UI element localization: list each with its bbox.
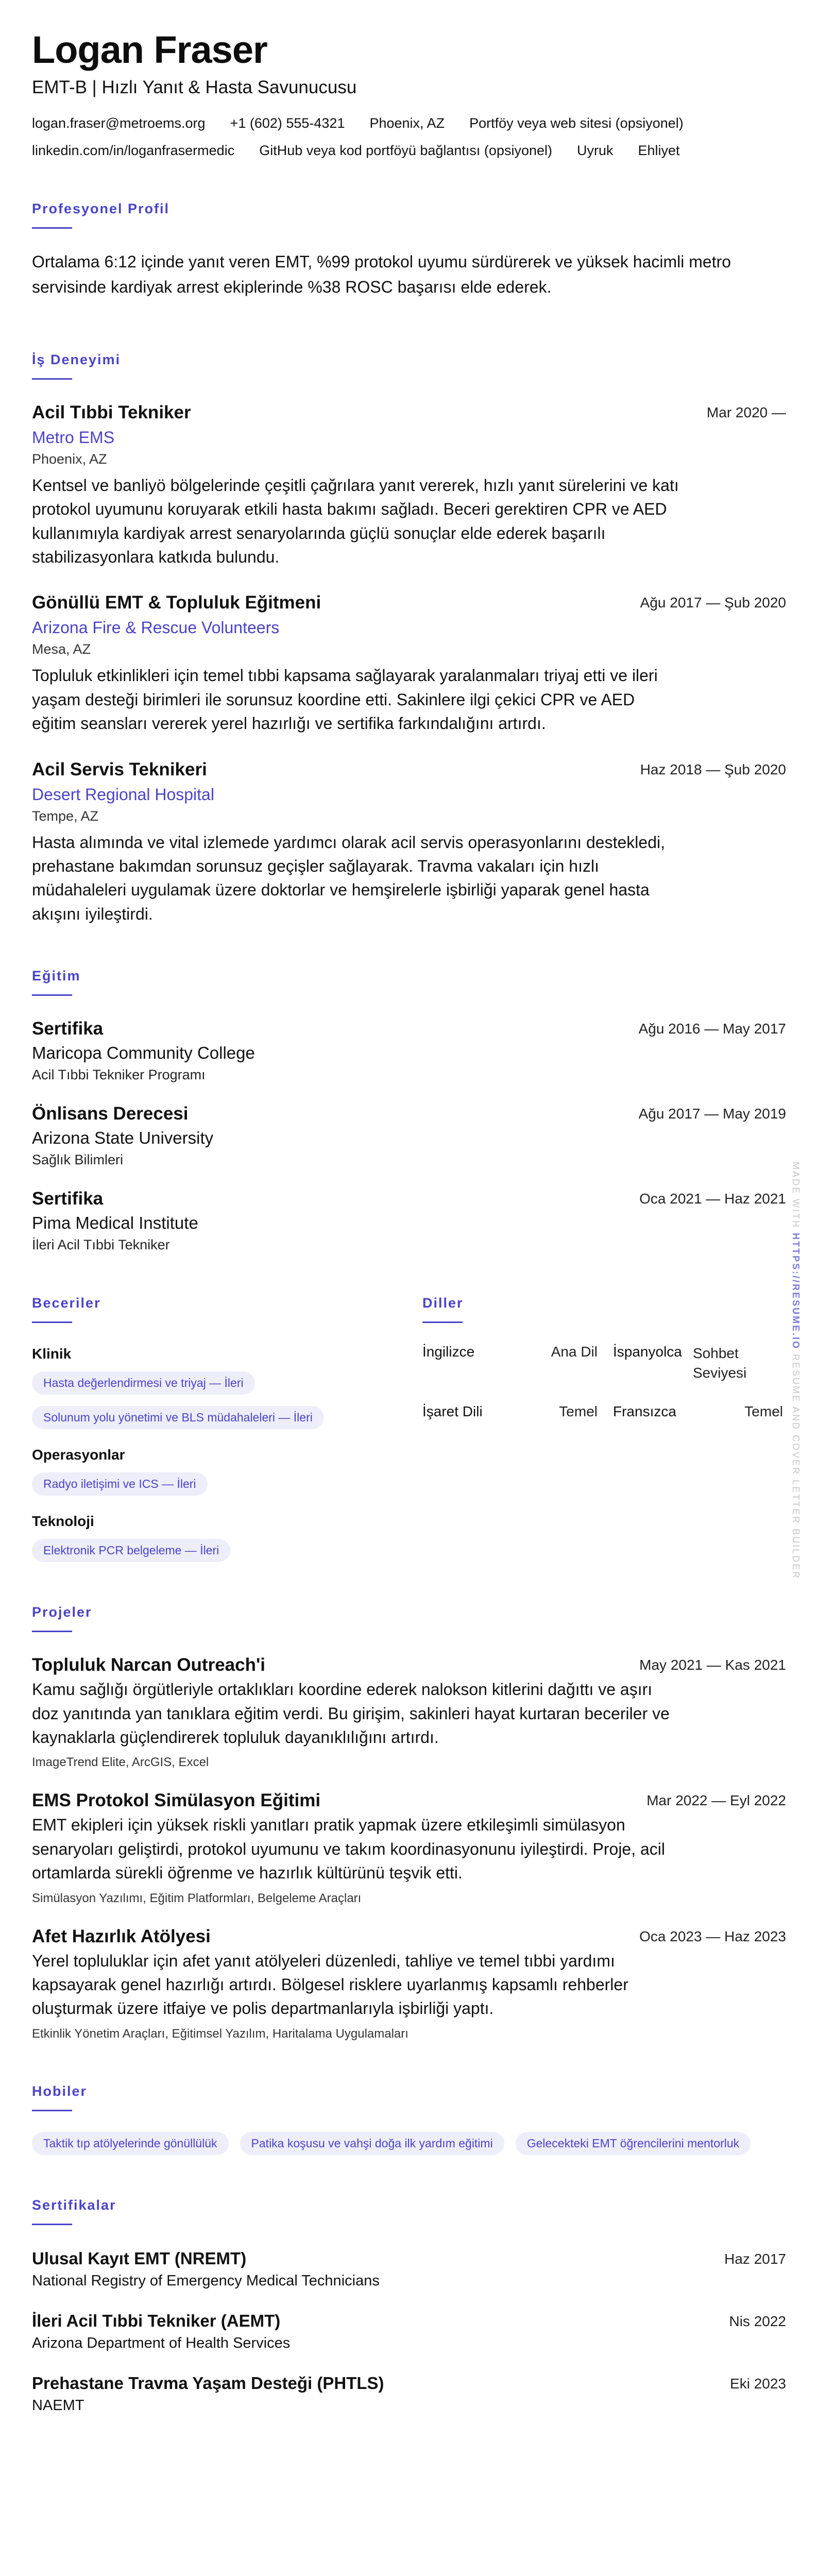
experience-entry: [32, 402, 786, 569]
experience-entry: [32, 759, 786, 926]
skill-category: Teknoloji: [32, 1513, 94, 1530]
project-title: EMS Protokol Simülasyon Eğitimi: [32, 1790, 321, 1811]
project-entry: [32, 1926, 786, 2041]
resume-header: [32, 30, 786, 159]
hobbies-section: [32, 2083, 786, 2155]
language-level: Ana Dil: [551, 1344, 598, 1360]
language-level: Temel: [744, 1403, 783, 1419]
skill-chip: Radyo iletişimi ve ICS — İleri: [32, 1472, 208, 1496]
degree-title: Sertifika: [32, 1189, 104, 1209]
education-date: Ağu 2017 — May 2019: [638, 1106, 786, 1122]
certification-issuer: NAEMT: [32, 2397, 84, 2414]
field-of-study: Sağlık Bilimleri: [32, 1152, 124, 1168]
school-name: Maricopa Community College: [32, 1043, 255, 1063]
job-description: Hasta alımında ve vital izlemede yardımcı olarak acil servis operasyonlarını destekledi, prehastane bakımdan sorunsuz geçişler sağlayarak. Travma vakaları için hızlı müdahaleleri uygulamak üzere doktorlar ve hemşirelerle işbirliği yaparak genel hasta akışını iyileştirdi.: [32, 833, 665, 923]
certification-name: İleri Acil Tıbbi Tekniker (AEMT): [32, 2311, 281, 2330]
project-description: EMT ekipleri için yüksek riskli yanıtları pratik yapmak üzere etkileşimli simülasyon senaryoları geliştirdi, protokol uyumunu ve takım koordinasyonunu iyileştirdi. Proje, acil ortamlarda sürekli öğrenme ve hazırlık kültürünü teşvik etti.: [32, 1816, 666, 1883]
contact-github[interactable]: GitHub veya kod portföyü bağlantısı (opsiyonel): [259, 142, 552, 158]
job-title: Acil Servis Teknikeri: [32, 759, 207, 779]
section-title: Beceriler: [32, 1295, 101, 1311]
projects-section: [32, 1604, 786, 2041]
section-divider: [32, 2224, 72, 2225]
project-date: Mar 2022 — Eyl 2022: [646, 1792, 786, 1809]
skill-group: [32, 1513, 422, 1562]
skill-category: Operasyonlar: [32, 1447, 125, 1463]
section-divider: [32, 1321, 72, 1323]
education-entry: [32, 1189, 786, 1253]
certification-issuer: National Registry of Emergency Medical Technicians: [32, 2272, 380, 2289]
certification-issuer: Arizona Department of Health Services: [32, 2334, 291, 2351]
school-name: Pima Medical Institute: [32, 1213, 198, 1233]
experience-entry: [32, 592, 786, 735]
section-divider: [32, 1631, 72, 1632]
languages-section: [422, 1295, 783, 1562]
language-level: Temel: [559, 1403, 598, 1419]
job-date: Ağu 2017 — Şub 2020: [640, 595, 786, 611]
contact-location: Phoenix, AZ: [369, 115, 445, 131]
job-title: Gönüllü EMT & Topluluk Eğitmeni: [32, 592, 321, 613]
section-title: İş Deneyimi: [32, 351, 121, 367]
candidate-headline: EMT-B | Hızlı Yanıt & Hasta Savunucusu: [32, 77, 357, 97]
watermark-prefix: MADE WITH: [791, 1162, 801, 1233]
language-name: İşaret Dili: [422, 1403, 483, 1419]
employer-name: Desert Regional Hospital: [32, 785, 214, 804]
language-name: İspanyolca: [613, 1344, 682, 1360]
skill-chip: Hasta değerlendirmesi ve triyaj — İleri: [32, 1371, 255, 1395]
degree-title: Önlisans Derecesi: [32, 1104, 189, 1124]
employer-name: Arizona Fire & Rescue Volunteers: [32, 618, 280, 637]
project-technologies: Simülasyon Yazılımı, Eğitim Platformları, Belgeleme Araçları: [32, 1891, 362, 1905]
languages-grid: [422, 1344, 783, 1420]
skill-chip: Solunum yolu yönetimi ve BLS müdahaleleri — İleri: [32, 1406, 324, 1429]
job-title: Acil Tıbbi Tekniker: [32, 402, 191, 422]
project-description: Kamu sağlığı örgütleriyle ortaklıkları koordine ederek nalokson kitlerini dağıttı ve aşırı doz yanıtında yan tanıklara eğitim verdi. Bu girişim, sakinleri hayat kurtaran beceriler ve kaynaklarla güçlendirerek topluluk dayanıklılığını artırdı.: [32, 1680, 670, 1747]
certifications-section: [32, 2197, 786, 2414]
skills-languages-row: [32, 1295, 786, 1562]
job-location: Tempe, AZ: [32, 808, 99, 824]
skill-category: Klinik: [32, 1346, 72, 1362]
section-title: Eğitim: [32, 968, 81, 984]
section-title: Projeler: [32, 1604, 92, 1620]
watermark-text: [790, 1162, 801, 1580]
hobby-chips: [32, 2132, 786, 2155]
skills-section: [32, 1295, 422, 1562]
contact-phone[interactable]: +1 (602) 555-4321: [230, 115, 345, 131]
watermark-suffix: RESUME AND COVER LETTER BUILDER: [791, 1350, 801, 1580]
certification-date: Eki 2023: [730, 2375, 786, 2392]
language-name: Fransızca: [613, 1403, 676, 1419]
profile-section: [32, 201, 786, 300]
project-date: Oca 2023 — Haz 2023: [639, 1928, 786, 1944]
certification-name: Prehastane Travma Yaşam Desteği (PHTLS): [32, 2373, 384, 2393]
contact-nationality: Uyruk: [577, 142, 614, 158]
school-name: Arizona State University: [32, 1128, 214, 1148]
project-title: Topluluk Narcan Outreach'i: [32, 1655, 266, 1675]
language-level: Sohbet Seviyesi: [693, 1345, 747, 1381]
education-date: Ağu 2016 — May 2017: [638, 1021, 786, 1037]
certification-entry: [32, 2249, 786, 2290]
skill-chip: Elektronik PCR belgeleme — İleri: [32, 1539, 230, 1562]
project-title: Afet Hazırlık Atölyesi: [32, 1926, 211, 1946]
section-divider: [32, 227, 72, 229]
job-location: Phoenix, AZ: [32, 451, 107, 467]
section-title: Sertifikalar: [32, 2197, 116, 2213]
contact-email[interactable]: logan.fraser@metroems.org: [32, 115, 206, 131]
project-technologies: Etkinlik Yönetim Araçları, Eğitimsel Yazılım, Haritalama Uygulamaları: [32, 2026, 408, 2041]
education-date: Oca 2021 — Haz 2021: [639, 1191, 786, 1207]
watermark-link[interactable]: HTTPS://RESUME.IO: [791, 1233, 801, 1350]
language-name: İngilizce: [422, 1344, 475, 1360]
hobby-chip: Gelecekteki EMT öğrencilerini mentorluk: [516, 2132, 751, 2155]
project-date: May 2021 — Kas 2021: [639, 1657, 786, 1673]
field-of-study: Acil Tıbbi Tekniker Programı: [32, 1067, 206, 1083]
job-location: Mesa, AZ: [32, 641, 91, 657]
education-entry: [32, 1019, 786, 1083]
contact-linkedin[interactable]: linkedin.com/in/loganfrasermedic: [32, 142, 235, 158]
employer-name: Metro EMS: [32, 428, 115, 447]
certification-entry: [32, 2311, 786, 2352]
project-technologies: ImageTrend Elite, ArcGIS, Excel: [32, 1755, 209, 1770]
project-entry: [32, 1790, 786, 1905]
contact-license: Ehliyet: [638, 142, 680, 158]
project-description: Yerel topluluklar için afet yanıt atölyeleri düzenledi, tahliye ve temel tıbbi yardımı kapsayarak genel hazırlığı artırdı. Bölgesel risklere uyarlanmış kapsamlı rehberler oluşturmak üzere itfaiye ve polis departmanlarıyla işbirliği yaptı.: [32, 1951, 628, 2018]
experience-section: [32, 352, 786, 926]
field-of-study: İleri Acil Tıbbi Tekniker: [32, 1237, 170, 1253]
job-date: Haz 2018 — Şub 2020: [640, 761, 786, 777]
candidate-name: Logan Fraser: [32, 28, 267, 71]
education-section: [32, 968, 786, 1253]
certification-entry: [32, 2374, 786, 2414]
section-divider: [422, 1321, 463, 1323]
job-date: Mar 2020 —: [706, 404, 786, 420]
skill-chips: [32, 1371, 422, 1429]
skill-chips: [32, 1472, 422, 1496]
job-description: Kentsel ve banliyö bölgelerinde çeşitli çağrılara yanıt vererek, hızlı yanıt sürelerini ve katı protokol uyumunu koruyarak etkili hasta bakımı sağladı. Beceri gerektiren CPR ve AED kullanımıyla kardiyak arrest senaryolarında güçlü sonuçlar elde ederek başarılı stabilizasyonlara katkıda bulundu.: [32, 476, 679, 567]
section-divider: [32, 994, 72, 996]
section-title: Hobiler: [32, 2083, 88, 2099]
section-title: Profesyonel Profil: [32, 200, 170, 216]
section-title: Diller: [422, 1295, 464, 1311]
education-entry: [32, 1104, 786, 1168]
profile-summary: Ortalama 6:12 içinde yanıt veren EMT, %99 protokol uyumu sürdürerek ve yüksek hacimli metro servisinde kardiyak arrest ekiplerinde %38 ROSC başarısı elde ederek.: [32, 252, 731, 297]
skill-group: [32, 1447, 422, 1496]
certification-name: Ulusal Kayıt EMT (NREMT): [32, 2248, 247, 2268]
skill-group: [32, 1346, 422, 1429]
contact-list: [32, 115, 786, 159]
contact-website[interactable]: Portföy veya web sitesi (opsiyonel): [469, 115, 684, 131]
skill-chips: [32, 1539, 422, 1562]
project-entry: [32, 1655, 786, 1770]
certification-date: Nis 2022: [729, 2313, 786, 2329]
degree-title: Sertifika: [32, 1019, 104, 1039]
section-divider: [32, 378, 72, 380]
hobby-chip: Taktik tıp atölyelerinde gönüllülük: [32, 2132, 229, 2155]
hobby-chip: Patika koşusu ve vahşi doğa ilk yardım eğitimi: [240, 2132, 504, 2155]
section-divider: [32, 2110, 72, 2111]
certification-date: Haz 2017: [724, 2250, 786, 2267]
job-description: Topluluk etkinlikleri için temel tıbbi kapsama sağlayarak yaralanmaları triyaj etti ve ileri yaşam desteği birimleri ile sorunsuz koordine etti. Sakinlere ilgi çekici CPR ve AED eğitim seansları vererek yerel hazırlığı ve sertifika farkındalığını artırdı.: [32, 666, 658, 733]
